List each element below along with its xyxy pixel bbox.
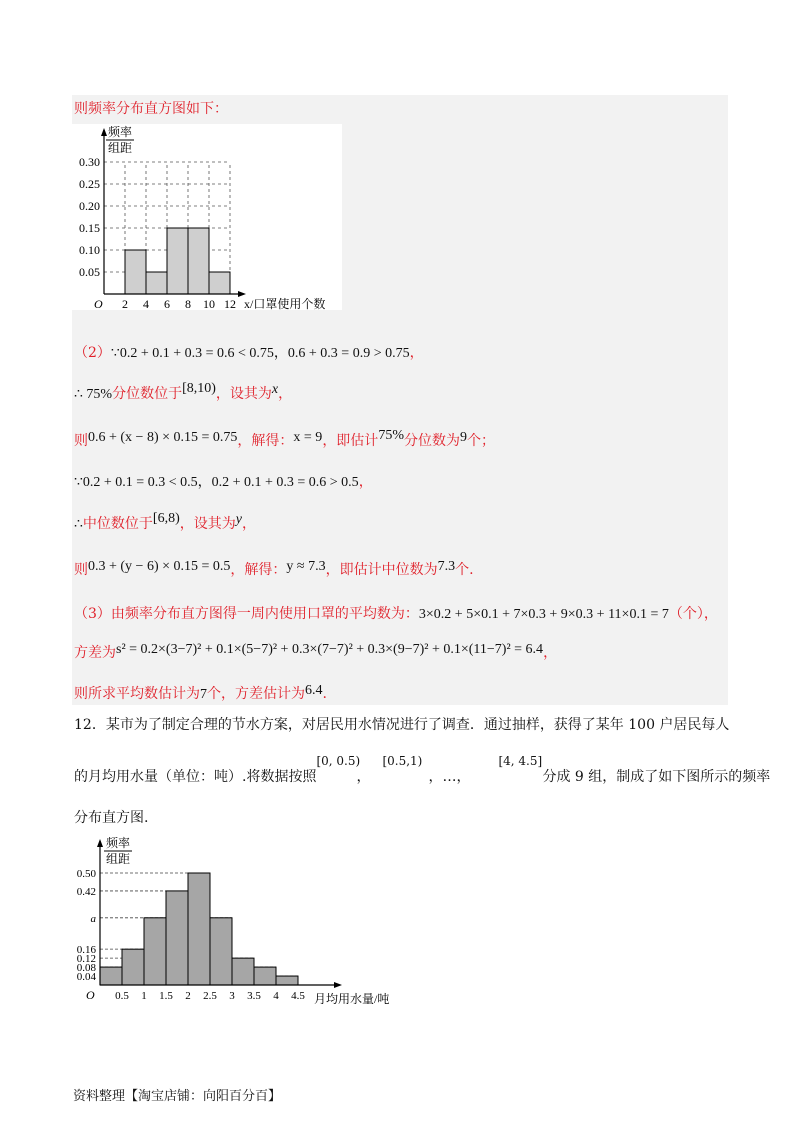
equation-x: 0.6 + (x − 8) × 0.15 = 0.75	[88, 430, 238, 445]
interval-8-10: [8,10)	[182, 381, 216, 396]
histogram-bar	[232, 958, 254, 985]
footer-source: 资料整理【淘宝店铺：向阳百分百】	[73, 1089, 282, 1104]
punct: ，…，	[428, 769, 471, 785]
percentile-75: ∴ 75%	[74, 387, 113, 402]
ytick-label: 0.30	[79, 155, 100, 169]
histogram-bar	[122, 949, 144, 985]
part3-line1	[74, 604, 718, 625]
solution-y: y ≈ 7.3	[286, 559, 326, 574]
histogram-bar	[100, 967, 122, 985]
xlabel: 月均用水量/吨	[314, 992, 390, 1006]
punct: ，	[278, 386, 293, 402]
origin-label: O	[94, 297, 103, 310]
xtick-label: 2	[122, 297, 128, 310]
question12-line2	[74, 754, 771, 786]
xtick-label: 10	[203, 297, 215, 310]
ytick-label: 0.15	[79, 221, 100, 235]
y-axis-arrow	[97, 839, 103, 847]
ytick-label: 0.05	[79, 265, 100, 279]
part2-line4	[74, 472, 373, 493]
ytick-label: a	[90, 912, 96, 925]
part3-line2	[74, 643, 557, 664]
y-axis-arrow	[101, 128, 107, 136]
solution-x: x = 9	[293, 430, 323, 445]
text: 则所求平均数估计为	[74, 686, 200, 702]
histogram-bar	[167, 228, 188, 294]
origin-label: O	[86, 988, 95, 1002]
frequency-histogram-1	[72, 124, 342, 310]
text: ，设其为	[179, 516, 236, 532]
text: 则	[74, 562, 88, 578]
punct: ，	[356, 769, 371, 785]
mean-calculation: 3×0.2 + 5×0.1 + 7×0.3 + 9×0.3 + 11×0.1 = 7	[418, 607, 669, 622]
part2-line6	[74, 560, 474, 581]
punct: ，	[543, 645, 558, 661]
ytick-label: 0.20	[79, 199, 100, 213]
ytick-label: 0.42	[76, 885, 96, 898]
histogram-bar	[254, 967, 276, 985]
ylabel-top: 频率	[106, 836, 131, 850]
punct: ，	[409, 345, 424, 361]
ylabel-bottom: 组距	[106, 852, 131, 866]
value: 9	[459, 430, 467, 445]
text: 方差为	[74, 645, 116, 661]
part2-label: （2）	[74, 345, 111, 361]
histogram-bar	[188, 228, 209, 294]
text: 个；	[466, 433, 495, 449]
question12-line3: 分布直方图.	[74, 810, 149, 826]
histogram-bar	[144, 918, 166, 985]
part2-line2	[74, 381, 293, 405]
ytick-label: 0.50	[76, 868, 96, 880]
text: 个，方差估计为	[207, 686, 305, 702]
therefore: ∴	[74, 517, 83, 532]
xtick-label: 12	[224, 297, 236, 310]
frequency-histogram-2	[72, 835, 412, 1015]
ytick-label: 0.04	[76, 971, 96, 984]
part3-line3	[74, 684, 327, 705]
xtick-label: 2.5	[203, 990, 217, 1002]
value: 7.3	[437, 559, 456, 574]
xtick-label: 1	[141, 990, 147, 1002]
ylabel-top: 频率	[108, 125, 133, 139]
part2-line5	[74, 511, 256, 535]
ytick-label: 0.16	[76, 944, 96, 957]
punct: ，	[358, 474, 373, 490]
variance-value: 6.4	[305, 683, 323, 698]
part2-line3	[74, 428, 495, 452]
text: 中位数位于	[82, 516, 153, 532]
x-axis-arrow	[334, 982, 342, 988]
text: ，即估计中位数为	[325, 562, 438, 578]
text: 分位数位于	[112, 386, 183, 402]
text: （个），	[668, 606, 718, 622]
variable-x: x	[271, 382, 279, 397]
xtick-label: 6	[164, 297, 170, 310]
xtick-label: 2	[185, 990, 191, 1002]
histogram-bar	[166, 891, 188, 985]
histogram-bar	[209, 272, 230, 294]
xtick-label: 1.5	[159, 990, 173, 1002]
text: 分成 9 组，制成了如下图所示的频率	[542, 769, 771, 785]
part2-condition-75: ∵0.2 + 0.1 + 0.3 = 0.6 < 0.75，0.6 + 0.3 = 0.9 > 0.75	[110, 346, 410, 361]
xtick-label: 8	[185, 297, 191, 310]
ytick-label: 0.08	[76, 962, 96, 975]
interval-4-4.5: [4, 4.5]	[498, 754, 543, 768]
median-condition: ∵0.2 + 0.1 = 0.3 < 0.5，0.2 + 0.1 + 0.3 = 0.6 > 0.5	[74, 475, 359, 490]
xtick-label: 3.5	[247, 990, 261, 1002]
variance-calculation: s² = 0.2×(3−7)² + 0.1×(5−7)² + 0.3×(7−7)² + 0.3×(9−7)² + 0.1×(11−7)² = 6.4	[116, 642, 544, 657]
ytick-label: 0.25	[79, 177, 100, 191]
xtick-label: 3	[229, 990, 235, 1002]
histogram-bar	[125, 250, 146, 294]
punct: .	[322, 686, 327, 702]
part2-line1	[74, 343, 424, 364]
xlabel: x/口罩使用个数	[244, 297, 326, 310]
text: ，解得：	[230, 562, 287, 578]
xtick-label: 4	[273, 990, 279, 1002]
interval-0.5-1: [0.5,1)	[382, 754, 423, 768]
punct: ，	[241, 516, 256, 532]
text: 则	[74, 433, 88, 449]
chart1-svg	[72, 124, 342, 310]
text: 的月均用水量（单位：吨）.将数据按照	[74, 769, 317, 785]
question12-line1: 12．某市为了制定合理的节水方案，对居民用水情况进行了调查．通过抽样，获得了某年 100 户居民每人	[74, 717, 730, 733]
interval-0-0.5: [0, 0.5)	[316, 754, 361, 768]
histogram-bar	[146, 272, 167, 294]
percent: 75%	[378, 428, 404, 443]
xtick-label: 0.5	[115, 990, 129, 1002]
histogram-bar	[276, 976, 298, 985]
answer-intro: 则频率分布直方图如下：	[74, 101, 228, 117]
text: ，设其为	[215, 386, 272, 402]
text: 分位数为	[403, 433, 460, 449]
text: ，即估计	[322, 433, 379, 449]
histogram-bar	[188, 873, 210, 985]
xtick-label: 4.5	[291, 990, 305, 1002]
part3-text: （3）由频率分布直方图得一周内使用口罩的平均数为：	[74, 606, 419, 622]
mean-value: 7	[200, 687, 207, 702]
xtick-label: 4	[143, 297, 149, 310]
ytick-label: 0.12	[76, 953, 96, 966]
text: 个.	[455, 562, 474, 578]
equation-y: 0.3 + (y − 6) × 0.15 = 0.5	[88, 559, 231, 574]
ylabel-bottom: 组距	[108, 141, 133, 155]
interval-6-8: [6,8)	[152, 511, 180, 526]
variable-y: y	[235, 512, 242, 527]
text: ，解得：	[237, 433, 294, 449]
histogram-bar	[210, 918, 232, 985]
ytick-label: 0.10	[79, 243, 100, 257]
